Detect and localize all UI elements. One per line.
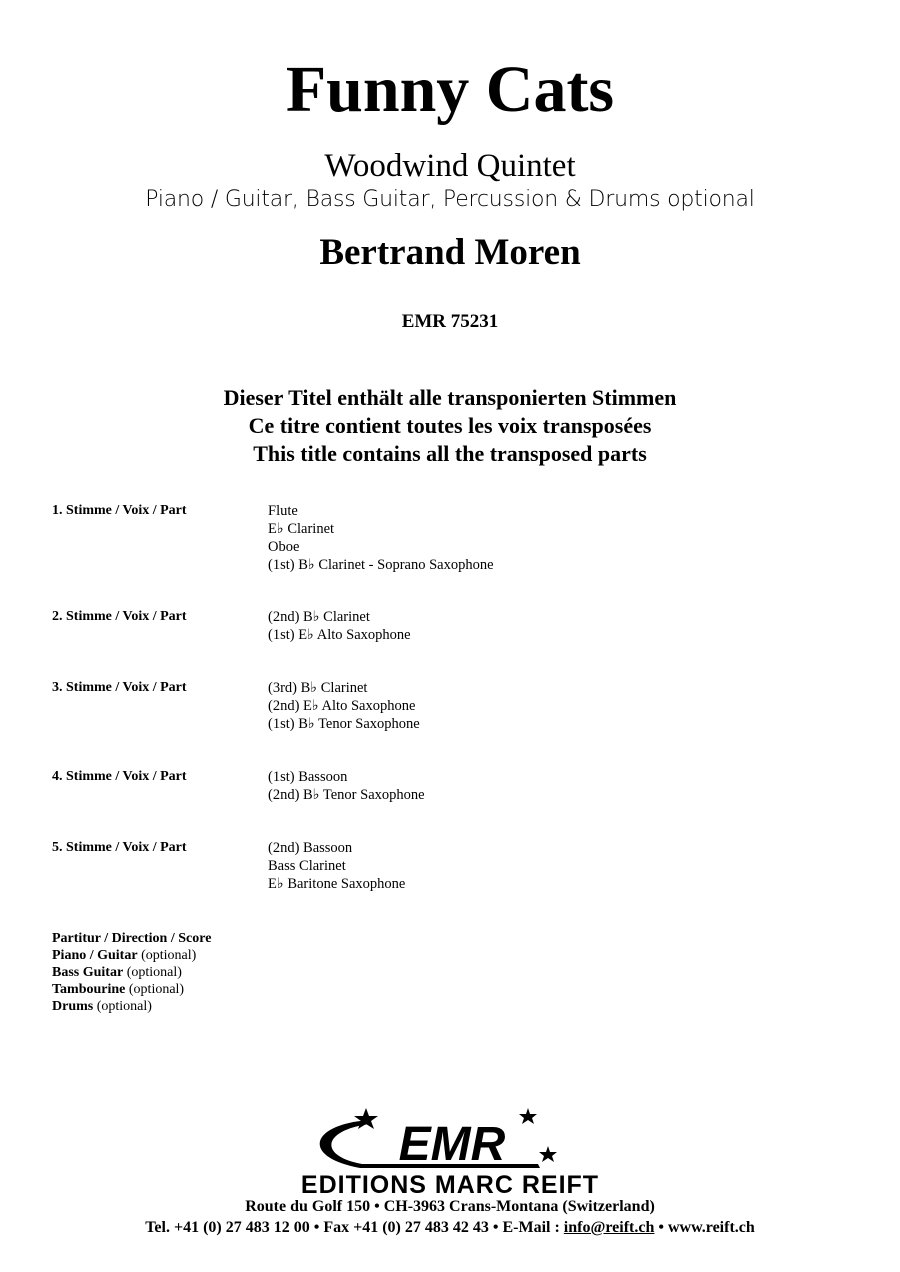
instrument-item: (1st) B♭ Clarinet - Soprano Saxophone — [268, 557, 494, 573]
part-row — [52, 839, 832, 899]
additional-part-name: Drums — [52, 999, 94, 1014]
publisher-name: EDITIONS MARC REIFT — [300, 1171, 600, 1199]
optional-instrumentation: Piano / Guitar, Bass Guitar, Percussion & Drums optional — [145, 187, 755, 212]
part-instruments — [268, 502, 832, 574]
additional-part-name: Tambourine — [52, 982, 126, 997]
instrument-item: E♭ Clarinet — [268, 521, 335, 537]
logo-star-icon — [539, 1146, 557, 1162]
instrument-item: Bass Clarinet — [268, 858, 346, 874]
contact-phone-fax: Tel. +41 (0) 27 483 12 00 • Fax +41 (0) 27 483 42 43 • E-Mail : — [145, 1219, 564, 1236]
composer-name: Bertrand Moren — [319, 232, 581, 273]
part-label: 5. Stimme / Voix / Part — [52, 840, 187, 855]
logo-star-icon — [519, 1108, 537, 1124]
instrument-item: (1st) E♭ Alto Saxophone — [268, 627, 411, 643]
additional-part — [52, 981, 211, 998]
part-label: 1. Stimme / Voix / Part — [52, 503, 187, 518]
additional-part — [52, 964, 211, 981]
additional-part-name: Partitur / Direction / Score — [52, 931, 212, 946]
email-link[interactable]: info@reift.ch — [563, 1219, 655, 1236]
instrument-item: (2nd) B♭ Tenor Saxophone — [268, 787, 425, 803]
instrument-item: (2nd) Bassoon — [268, 840, 353, 856]
part-label: 4. Stimme / Voix / Part — [52, 769, 187, 784]
part-instruments — [268, 608, 832, 644]
piece-title: Funny Cats — [285, 53, 615, 126]
instrument-item: (3rd) B♭ Clarinet — [268, 680, 368, 696]
additional-part — [52, 930, 211, 947]
catalog-number: EMR 75231 — [401, 311, 499, 332]
notice-german: Dieser Titel enthält alle transponierten Stimmen — [223, 385, 677, 410]
ensemble-subtitle: Woodwind Quintet — [324, 148, 576, 184]
parts-list — [52, 502, 832, 899]
additional-part — [52, 947, 211, 964]
additional-parts-list — [52, 930, 211, 1015]
additional-part-note: (optional) — [96, 999, 152, 1014]
publisher-address: Route du Golf 150 • CH-3963 Crans-Montana (Switzerland) — [245, 1198, 655, 1215]
publisher-contact — [0, 1218, 900, 1238]
instrument-item: Flute — [268, 503, 298, 519]
part-row — [52, 768, 832, 839]
notice-english: This title contains all the transposed parts — [253, 441, 647, 466]
part-label: 3. Stimme / Voix / Part — [52, 680, 187, 695]
transposed-parts-notice — [0, 384, 900, 468]
additional-part — [52, 998, 211, 1015]
contact-website: • www.reift.ch — [654, 1219, 755, 1236]
instrument-item: (2nd) E♭ Alto Saxophone — [268, 698, 416, 714]
instrument-item: (2nd) B♭ Clarinet — [268, 609, 370, 625]
part-instruments — [268, 839, 832, 893]
part-row — [52, 679, 832, 768]
additional-part-name: Bass Guitar — [52, 965, 124, 980]
part-instruments — [268, 768, 832, 804]
instrument-item: Oboe — [268, 539, 300, 555]
instrument-item: E♭ Baritone Saxophone — [268, 876, 406, 892]
instrument-item: (1st) Bassoon — [268, 769, 348, 785]
part-label: 2. Stimme / Voix / Part — [52, 609, 187, 624]
instrument-item: (1st) B♭ Tenor Saxophone — [268, 716, 420, 732]
additional-part-name: Piano / Guitar — [52, 948, 138, 963]
additional-part-note: (optional) — [141, 948, 197, 963]
notice-french: Ce titre contient toutes les voix transposées — [248, 413, 652, 438]
part-row — [52, 502, 832, 608]
additional-part-note: (optional) — [126, 965, 182, 980]
part-instruments — [268, 679, 832, 733]
part-row — [52, 608, 832, 679]
additional-part-note: (optional) — [128, 982, 185, 997]
logo-text: EMR — [398, 1118, 506, 1171]
